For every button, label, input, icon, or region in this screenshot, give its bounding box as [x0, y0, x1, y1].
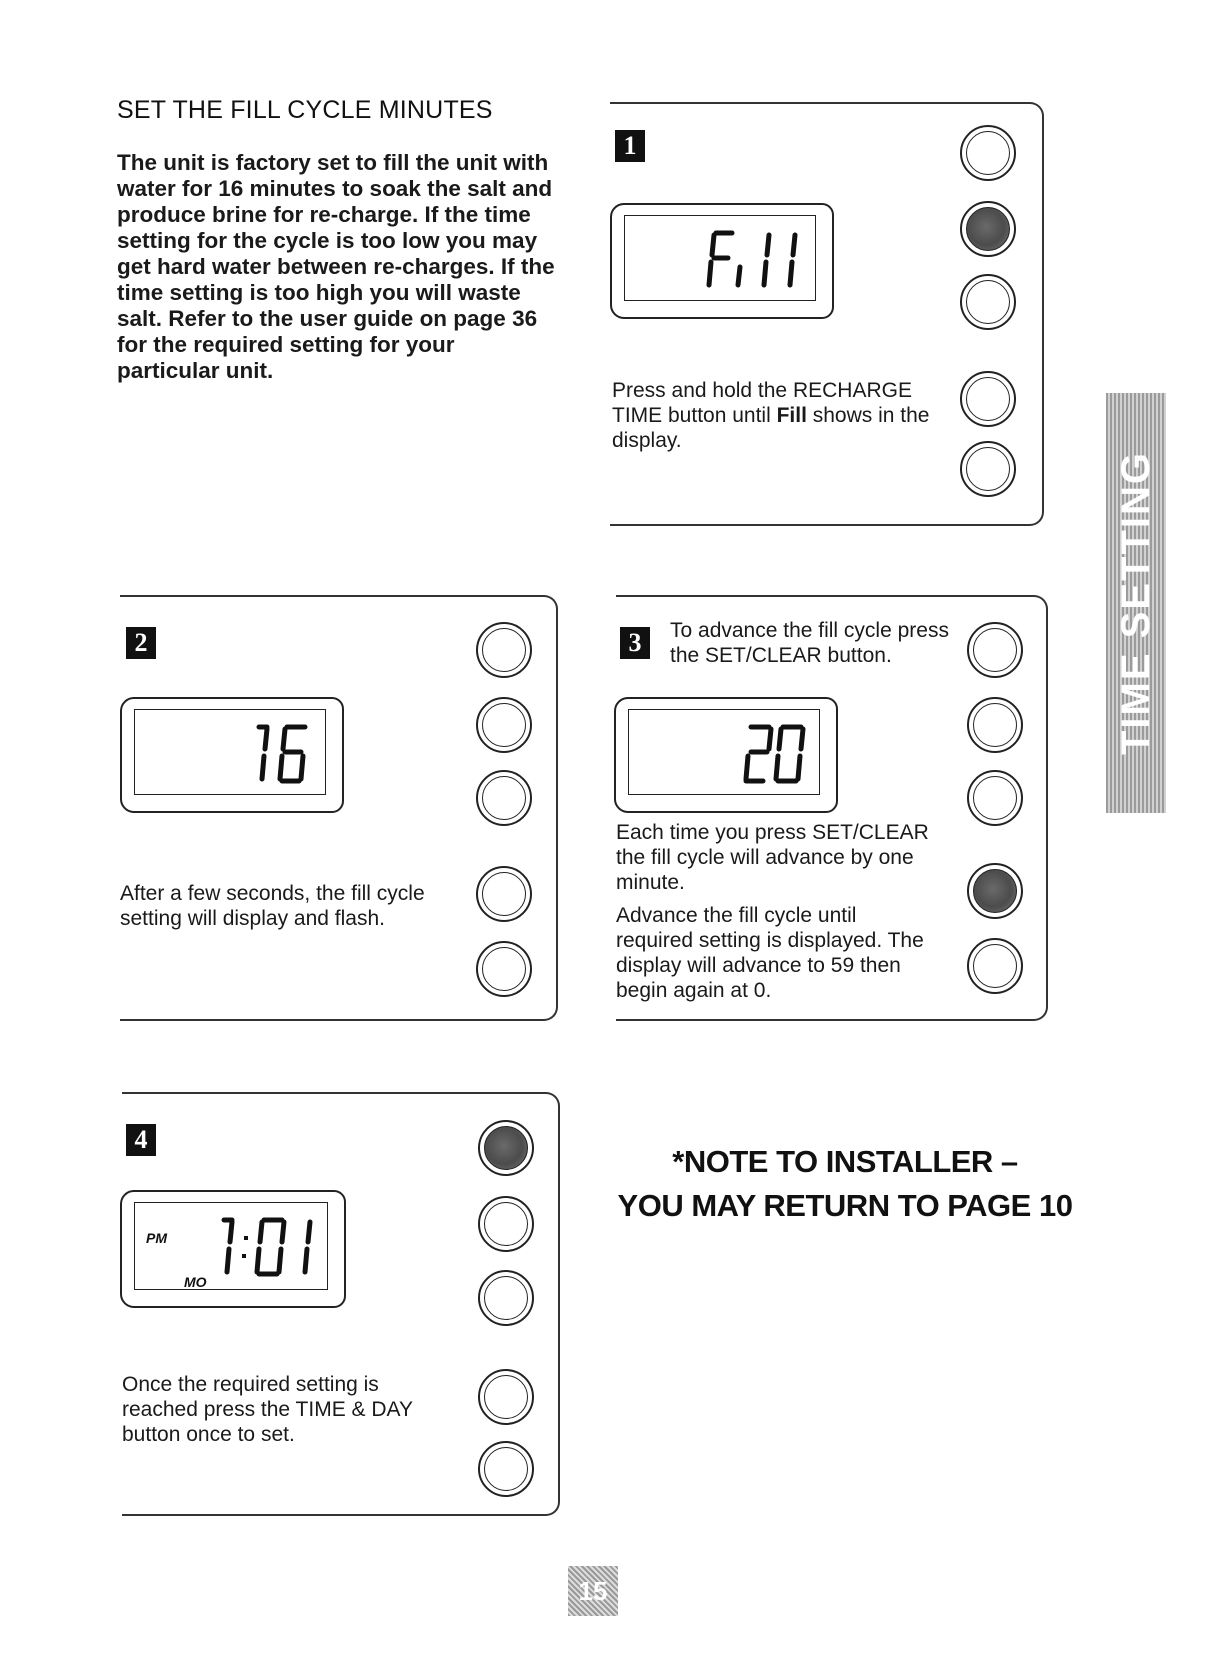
control-button-3[interactable] [960, 274, 1016, 330]
control-button-1[interactable] [967, 622, 1023, 678]
intro-paragraph: The unit is factory set to fill the unit with water for 16 minutes to soak the salt and produce brine for re-charge. If the time setting for the cycle is too low you may get hard water between re-charges. If the time setting is too high you will waste salt. Refer to the user guide on page 36 for the required setting for your particular unit. [117, 150, 555, 383]
control-button-3[interactable] [476, 770, 532, 826]
control-button-3[interactable] [478, 1270, 534, 1326]
step-2-badge: 2 [126, 627, 156, 659]
step-3-lcd-digits [721, 721, 821, 787]
control-button-5[interactable] [967, 938, 1023, 994]
control-button-4[interactable] [960, 371, 1016, 427]
control-button-1[interactable] [960, 125, 1016, 181]
section-side-tab-label: TIME SETTING [1114, 451, 1158, 755]
page-title: SET THE FILL CYCLE MINUTES [117, 96, 493, 124]
control-button-2[interactable] [967, 697, 1023, 753]
step-3-lcd [614, 697, 838, 813]
step-2-lcd-digits [237, 721, 327, 787]
step-3-text-2: Advance the fill cycle until required setting is displayed. The display will advance to 59 then begin again at 0. [616, 904, 924, 1002]
step-1-lcd [610, 203, 834, 319]
installer-note-line-1: *NOTE TO INSTALLER – [672, 1144, 1018, 1179]
step-1-lcd-digits [682, 227, 812, 293]
day-indicator: MO [184, 1274, 207, 1290]
control-button-2[interactable] [476, 697, 532, 753]
recharge-time-button[interactable] [960, 201, 1016, 257]
step-4-text: Once the required setting is reached press the TIME & DAY button once to set. [122, 1373, 413, 1446]
step-1-text: Press and hold the RECHARGE TIME button until Fill shows in the display. [612, 379, 930, 452]
step-3-top-text: To advance the fill cycle press the SET/CLEAR button. [670, 619, 949, 667]
pm-indicator: PM [146, 1230, 167, 1246]
control-button-2[interactable] [478, 1196, 534, 1252]
control-button-5[interactable] [960, 441, 1016, 497]
step-3-badge: 3 [620, 627, 650, 659]
control-button-4[interactable] [476, 866, 532, 922]
control-button-5[interactable] [476, 941, 532, 997]
installer-note [610, 1140, 1080, 1228]
control-button-3[interactable] [967, 770, 1023, 826]
step-4-badge: 4 [126, 1124, 156, 1156]
control-button-1[interactable] [476, 622, 532, 678]
step-3-text-1: Each time you press SET/CLEAR the fill cycle will advance by one minute. [616, 821, 929, 894]
control-button-4[interactable] [478, 1369, 534, 1425]
step-2-text: After a few seconds, the fill cycle setting will display and flash. [120, 882, 425, 930]
page-number: 15 [568, 1566, 618, 1616]
time-day-button[interactable] [478, 1120, 534, 1176]
step-1-badge: 1 [615, 130, 645, 162]
step-2-lcd [120, 697, 344, 813]
installer-note-line-2: YOU MAY RETURN TO PAGE 10 [617, 1188, 1073, 1223]
step-4-lcd [120, 1190, 346, 1308]
control-button-5[interactable] [478, 1441, 534, 1497]
set-clear-button[interactable] [967, 863, 1023, 919]
step-4-lcd-digits [210, 1214, 330, 1280]
